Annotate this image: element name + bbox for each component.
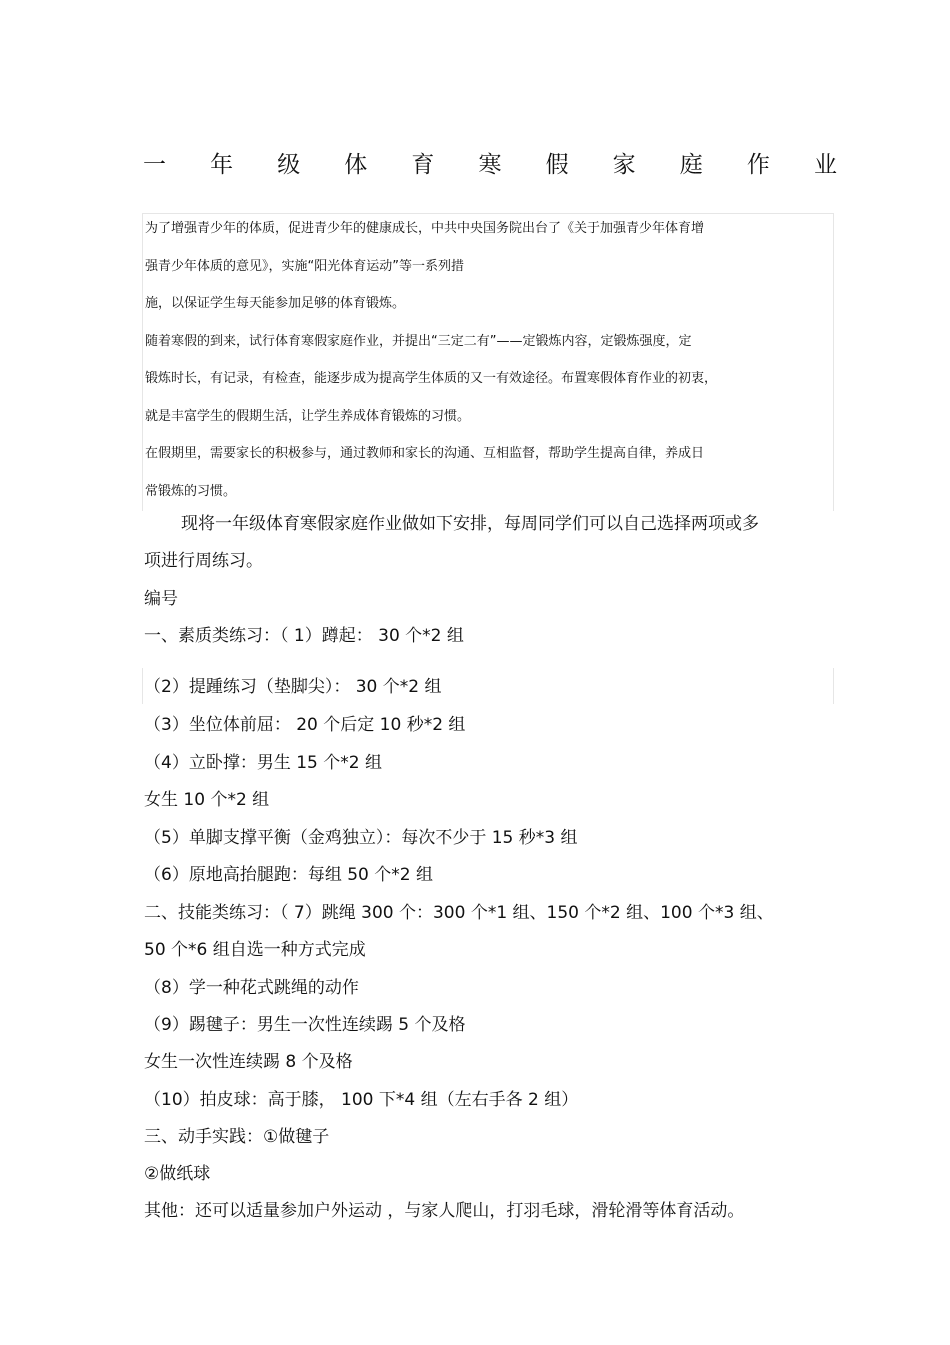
intro-line: 常锻炼的习惯。 xyxy=(145,484,237,499)
body-line: 一、素质类练习：（ 1）蹲起： 30 个*2 组 xyxy=(144,626,464,646)
title-char: 级 xyxy=(277,152,301,178)
title-char: 一 xyxy=(143,152,166,178)
title-char: 体 xyxy=(344,152,368,178)
title-char: 庭 xyxy=(679,152,703,178)
body-line: 其他：还可以适量参加户外运动 ，与家人爬山，打羽毛球，滑轮滑等体育活动。 xyxy=(144,1201,745,1221)
body-line: （4）立卧撑：男生 15 个*2 组 xyxy=(144,753,382,773)
body-line: 女生 10 个*2 组 xyxy=(144,790,270,810)
document-title xyxy=(143,150,837,180)
body-line: 三、动手实践：①做毽子 xyxy=(144,1127,330,1147)
intro-line: 为了增强青少年的体质，促进青少年的健康成长，中共中央国务院出台了《关于加强青少年体育增 xyxy=(145,221,705,236)
intro-line: 在假期里，需要家长的积极参与，通过教师和家长的沟通、互相监督，帮助学生提高自律，养成日 xyxy=(145,446,705,461)
intro-line: 施，以保证学生每天能参加足够的体育锻炼。 xyxy=(145,296,406,311)
body-line: （2）提踵练习（垫脚尖）： 30 个*2 组 xyxy=(144,677,442,697)
title-char: 寒 xyxy=(478,152,502,178)
body-line: 二、技能类练习：（ 7）跳绳 300 个：300 个*1 组、150 个*2 组、100 个*3 组、 xyxy=(144,903,774,923)
body-line: ②做纸球 xyxy=(144,1164,211,1184)
body-line: （6）原地高抬腿跑：每组 50 个*2 组 xyxy=(144,865,433,885)
title-char: 假 xyxy=(545,152,569,178)
body-line: 50 个*6 组自选一种方式完成 xyxy=(144,940,366,960)
title-char: 作 xyxy=(746,152,770,178)
title-char: 育 xyxy=(411,152,435,178)
intro-line: 就是丰富学生的假期生活，让学生养成体育锻炼的习惯。 xyxy=(145,409,471,424)
body-line: （8）学一种花式跳绳的动作 xyxy=(144,978,359,998)
body-line: （5）单脚支撑平衡（金鸡独立）：每次不少于 15 秒*3 组 xyxy=(144,828,578,848)
intro-line: 随着寒假的到来，试行体育寒假家庭作业，并提出“三定二有”——定锻炼内容，定锻炼强度，定 xyxy=(145,334,692,349)
title-char: 家 xyxy=(612,152,636,178)
title-char: 业 xyxy=(813,152,837,178)
body-line: （3）坐位体前屈： 20 个后定 10 秒*2 组 xyxy=(144,715,466,735)
body-line: 项进行周练习。 xyxy=(144,551,263,571)
intro-line: 强青少年体质的意见》，实施“阳光体育运动”等一系列措 xyxy=(145,259,464,274)
intro-line: 锻炼时长，有记录，有检查，能逐步成为提高学生体质的又一有效途径。布置寒假体育作业的初衷， xyxy=(145,371,718,386)
body-line: （9）踢毽子：男生一次性连续踢 5 个及格 xyxy=(144,1015,466,1035)
body-line: （10）拍皮球：高于膝， 100 下*4 组（左右手各 2 组） xyxy=(144,1090,579,1110)
body-line: 女生一次性连续踢 8 个及格 xyxy=(144,1052,353,1072)
body-line: 编号 xyxy=(144,589,178,609)
title-char: 年 xyxy=(210,152,234,178)
body-line: 现将一年级体育寒假家庭作业做如下安排，每周同学们可以自己选择两项或多 xyxy=(181,514,759,534)
